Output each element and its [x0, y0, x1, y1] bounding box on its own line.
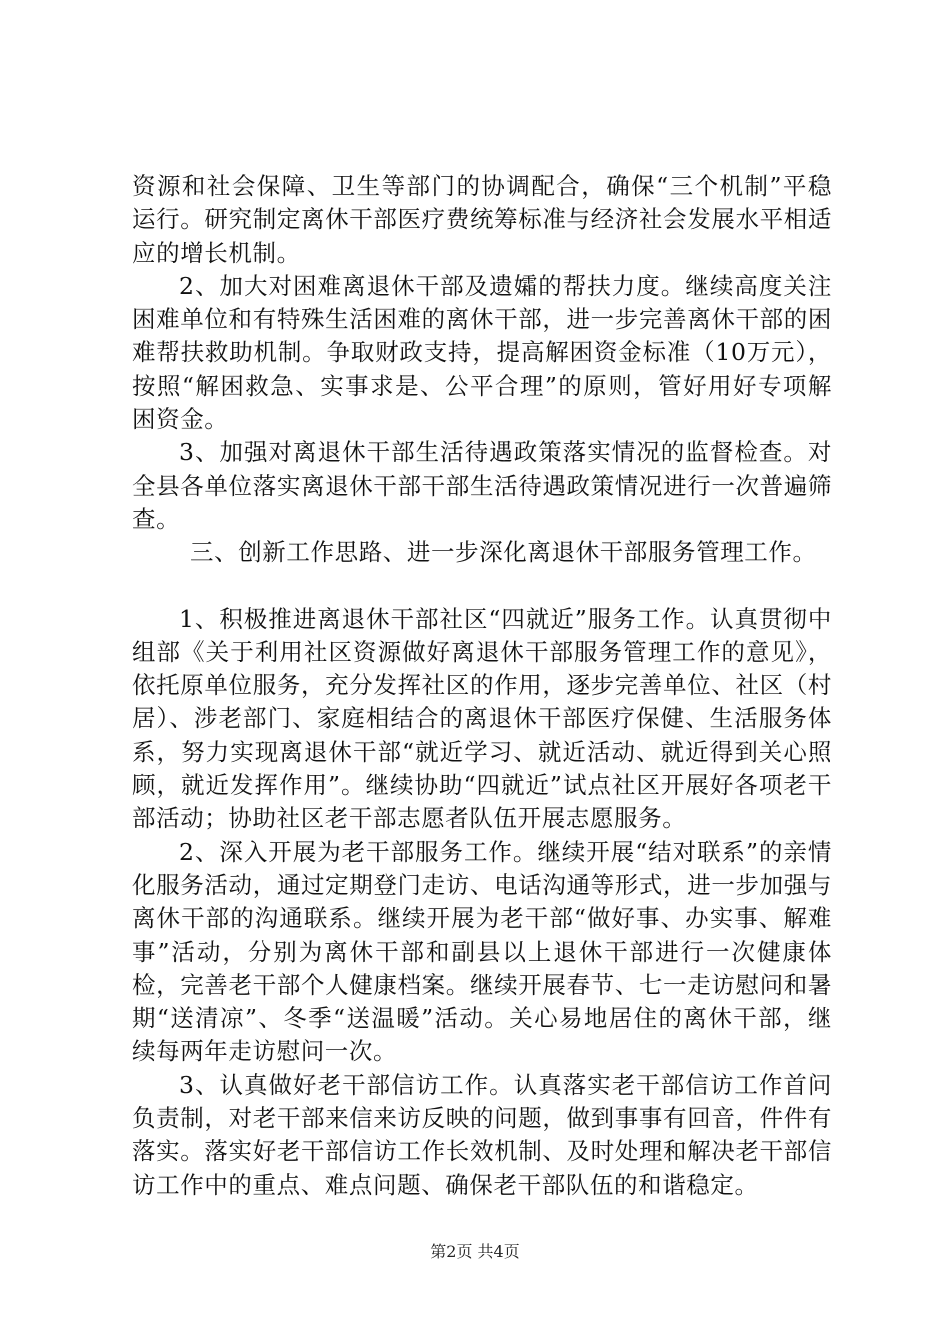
paragraph-item-2-hardship-support: 2、加大对困难离退休干部及遗孀的帮扶力度。继续高度关注困难单位和有特殊生活困难的离休干部，进一步完善离休干部的困难帮扶救助机制。争取财政支持，提高解困资金标准（10万元），按照“解困救急、实事求是、公平合理”的原则，管好用好专项解困资金。 — [132, 271, 832, 434]
paragraph-continuation: 资源和社会保障、卫生等部门的协调配合，确保“三个机制”平稳运行。研究制定离休干部医疗费统筹标准与经济社会发展水平相适应的增长机制。 — [132, 172, 832, 267]
section-heading-three: 三、创新工作思路、进一步深化离退休干部服务管理工作。 — [190, 538, 817, 567]
document-body — [132, 170, 832, 1202]
paragraph-item-3-supervision: 3、加强对离退休干部生活待遇政策落实情况的监督检查。对全县各单位落实离退休干部干部生活待遇政策情况进行一次普遍筛查。 — [132, 438, 832, 533]
paragraph-item-1-community-service: 1、积极推进离退休干部社区“四就近”服务工作。认真贯彻中组部《关于利用社区资源做好离退休干部服务管理工作的意见》，依托原单位服务，充分发挥社区的作用，逐步完善单位、社区（村居）、涉老部门、家庭相结合的离退休干部医疗保健、生活服务体系，努力实现离退休干部“就近学习、就近活动、就近得到关心照顾，就近发挥作用”。继续协助“四就近”试点社区开展好各项老干部活动；协助社区老干部志愿者队伍开展志愿服务。 — [132, 604, 832, 833]
page-number-footer: 第2页 共4页 — [430, 1242, 520, 1261]
paragraph-item-3-petitions: 3、认真做好老干部信访工作。认真落实老干部信访工作首问负责制，对老干部来信来访反映的问题，做到事事有回音，件件有落实。落实好老干部信访工作长效机制、及时处理和解决老干部信访工作中的重点、难点问题、确保老干部队伍的和谐稳定。 — [132, 1070, 832, 1199]
paragraph-item-2-cadre-service: 2、深入开展为老干部服务工作。继续开展“结对联系”的亲情化服务活动，通过定期登门走访、电话沟通等形式，进一步加强与离休干部的沟通联系。继续开展为老干部“做好事、办实事、解难事”活动，分别为离休干部和副县以上退休干部进行一次健康体检，完善老干部个人健康档案。继续开展春节、七一走访慰问和暑期“送清凉”、冬季“送温暖”活动。关心易地居住的离休干部，继续每两年走访慰问一次。 — [132, 837, 832, 1066]
